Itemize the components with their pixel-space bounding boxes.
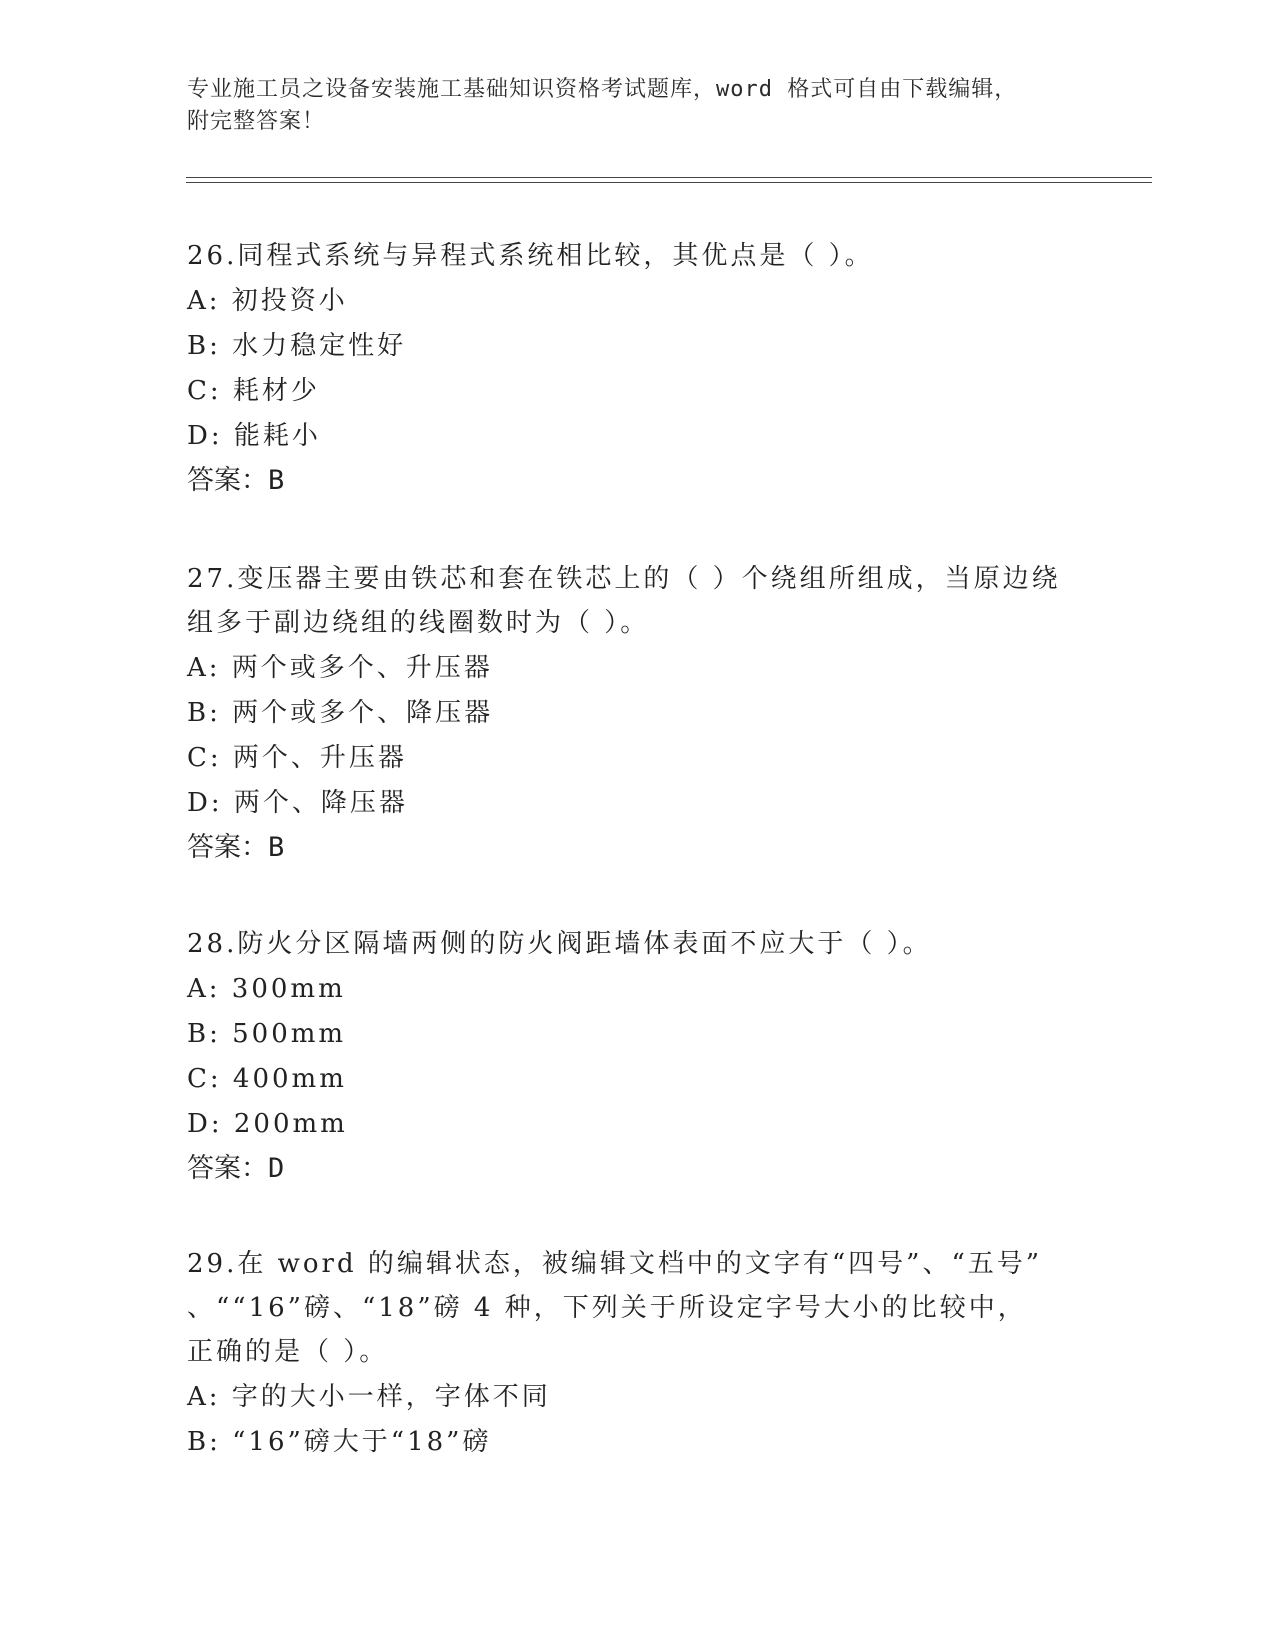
option-b: B: 500mm	[187, 1019, 347, 1049]
option-d: D: 能耗小	[187, 421, 321, 451]
option-a: A: 300mm	[187, 974, 346, 1004]
option-c: C: 耗材少	[187, 376, 320, 406]
question-stem-line-2: 组多于副边绕组的线圈数时为（ ）。	[187, 608, 650, 638]
question-27	[187, 557, 1067, 870]
answer: 答案：B	[187, 832, 285, 863]
document-header	[187, 74, 1067, 138]
option-c: C: 两个、升压器	[187, 743, 407, 773]
answer: 答案：B	[187, 465, 285, 496]
question-26	[187, 234, 1067, 503]
header-divider-top	[186, 177, 1152, 178]
option-b: B: 两个或多个、降压器	[187, 698, 494, 728]
option-b: B: “16”磅大于“18”磅	[187, 1427, 492, 1457]
option-a: A: 字的大小一样，字体不同	[187, 1382, 551, 1412]
option-c: C: 400mm	[187, 1064, 347, 1094]
question-28	[187, 922, 1067, 1191]
header-line-1: 专业施工员之设备安装施工基础知识资格考试题库，word 格式可自由下载编辑，	[187, 77, 1018, 102]
question-29	[187, 1242, 1067, 1464]
question-stem-line-1: 27.变压器主要由铁芯和套在铁芯上的（ ）个绕组所组成，当原边绕	[187, 564, 1061, 594]
option-b: B: 水力稳定性好	[187, 331, 407, 361]
header-line-2: 附完整答案！	[187, 109, 326, 134]
option-d: D: 两个、降压器	[187, 788, 408, 818]
answer: 答案：D	[187, 1153, 285, 1184]
header-divider-bottom	[186, 182, 1152, 183]
question-stem-line-2: 、““16”磅、“18”磅 4 种，下列关于所设定字号大小的比较中，	[187, 1293, 1027, 1323]
question-stem: 26.同程式系统与异程式系统相比较，其优点是（ ）。	[187, 241, 874, 271]
option-d: D: 200mm	[187, 1109, 348, 1139]
option-a: A: 初投资小	[187, 286, 348, 316]
option-a: A: 两个或多个、升压器	[187, 653, 493, 683]
question-stem-line-1: 29.在 word 的编辑状态，被编辑文档中的文字有“四号”、“五号”	[187, 1249, 1043, 1279]
question-stem: 28.防火分区隔墙两侧的防火阀距墙体表面不应大于（ ）。	[187, 929, 932, 959]
question-stem-line-3: 正确的是（ ）。	[187, 1337, 389, 1367]
